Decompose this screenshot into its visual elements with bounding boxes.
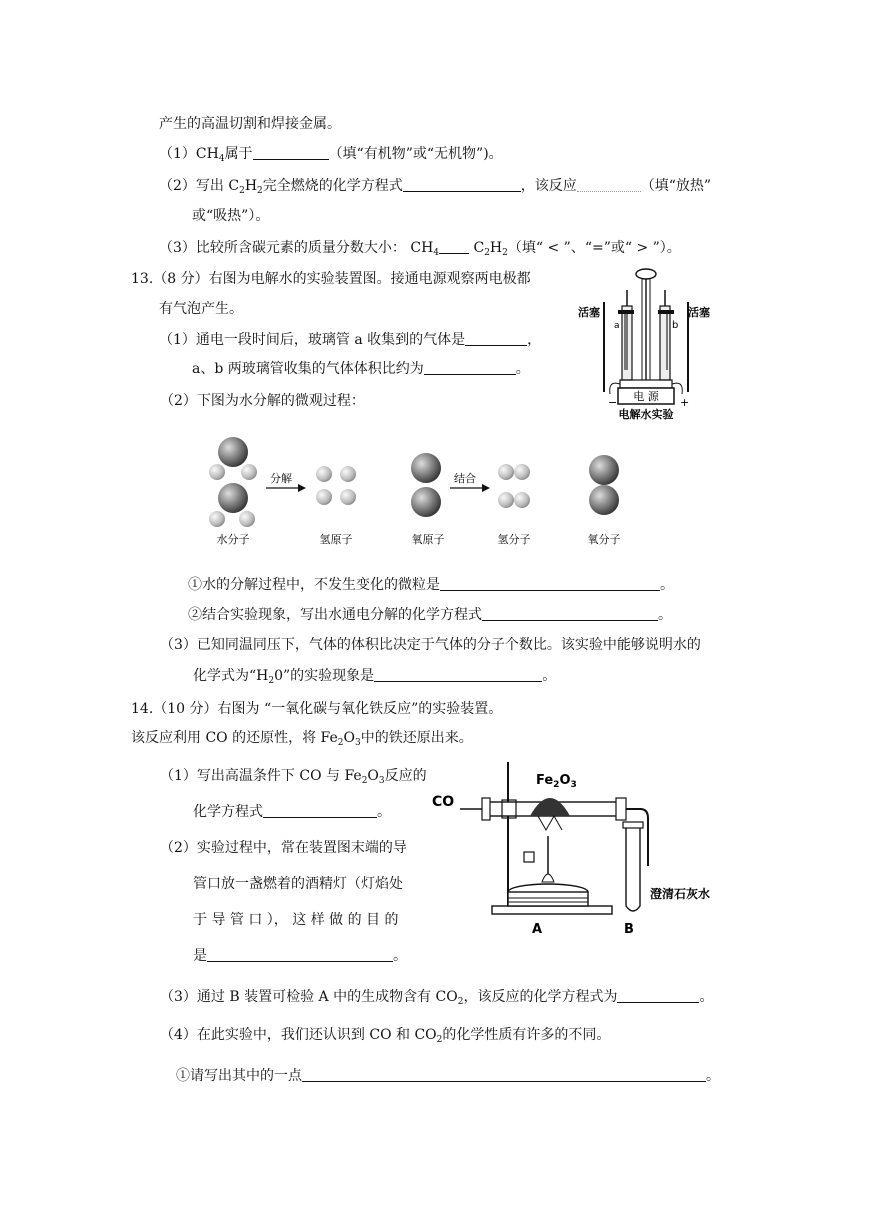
q14-stem: 14.（10 分）右图为 “一氧化碳与氧化铁反应”的实验装置。	[131, 701, 503, 717]
label-water-molecule: 水分子	[216, 533, 250, 546]
label-oxygen-atom: 氧原子	[411, 533, 445, 546]
q13-gas-blank[interactable]	[465, 331, 527, 346]
hydrogen-atom-ball	[209, 464, 225, 480]
apparatus-b-label: B	[624, 922, 634, 936]
label-hydrogen-atom: 氢原子	[319, 533, 353, 546]
oxygen-atom-ball	[218, 437, 248, 467]
q14-sub1: ①请写出其中的一点 。	[176, 1068, 720, 1084]
electrolysis-apparatus-figure	[576, 262, 716, 424]
q13-stem: 13.（8 分）右图为电解水的实验装置图。接通电源观察两电极都	[131, 271, 531, 287]
co-iron-oxide-apparatus-figure	[430, 756, 730, 936]
apparatus-a-label: A	[532, 922, 543, 936]
q14-difference-blank[interactable]	[302, 1067, 706, 1082]
combine-arrow-label: 结合	[454, 472, 476, 485]
q14-part3: （3）通过 B 装置可检验 A 中的生成物含有 $CO_2$，该反应的化学方程式为 。	[160, 989, 714, 1007]
q14-part1-cont: 化学方程式 。	[193, 804, 391, 820]
q12-compare-blank[interactable]	[439, 239, 469, 254]
hydrogen-atom-ball	[241, 464, 257, 480]
hydrogen-atom-ball	[209, 511, 225, 527]
co-inlet-label: CO	[432, 794, 455, 810]
q14-part4: （4）在此实验中，我们还认识到 CO 和 $CO_2$的化学性质有许多的不同。	[160, 1027, 611, 1045]
tube-a-label: a	[614, 321, 620, 331]
q14-stem-cont: 该反应利用 CO 的还原性，将 $Fe_2O_3$中的铁还原出来。	[131, 730, 473, 748]
q12-heat-blank[interactable]	[577, 177, 641, 192]
fe2o3-label: $Fe_2O_3$	[536, 773, 577, 790]
q14-part2: （2）实验过程中，常在装置图末端的导	[160, 840, 407, 856]
q13-ratio-blank[interactable]	[424, 360, 516, 375]
limewater-label: 澄清石灰水	[650, 887, 711, 901]
q12-part1-blank[interactable]	[253, 145, 329, 160]
q14-part2-line4: 是 。	[193, 948, 407, 964]
q14-limewater-equation-blank[interactable]	[617, 988, 699, 1003]
q12-equation-blank[interactable]	[403, 177, 521, 192]
water-decomposition-micro-figure	[200, 430, 650, 552]
q13-part1: （1）通电一段时间后，玻璃管 a 收集到的气体是 ，	[159, 332, 542, 348]
q13-sub1: ①水的分解过程中，不发生变化的微粒是 。	[188, 577, 674, 593]
oxygen-atom-ball	[218, 483, 248, 513]
q14-part2-line2: 管口放一盏燃着的酒精灯（灯焰处	[193, 876, 403, 892]
hydrogen-atom-ball	[239, 511, 255, 527]
q12-part1: $(1)CH_4$属于 （填“有机物”或“无机物”)。	[159, 146, 503, 164]
q13-part3-cont: 化学式为“$H_20$”的实验现象是 。	[193, 668, 557, 686]
q13-part2: （2）下图为水分解的微观过程：	[160, 393, 365, 409]
stopcock-right-label: 活塞	[688, 306, 710, 319]
q14-part1: （1）写出高温条件下 CO 与 $Fe_2O_3$反应的	[160, 768, 427, 786]
q13-equation-blank[interactable]	[482, 606, 658, 621]
q13-unchanged-blank[interactable]	[440, 576, 660, 591]
apparatus-caption: 电解水实验	[618, 408, 674, 421]
q14-equation-blank[interactable]	[263, 803, 377, 818]
q13-part3: （3）已知同温同压下，气体的体积比决定于气体的分子个数比。该实验中能够说明水的	[160, 637, 701, 653]
continuation-line: 产生的高温切割和焊接金属。	[159, 116, 341, 132]
q12-part3: （3）比较所含碳元素的质量分数大小： $CH_4$ $C_2H_2$（填“ < ”、“=”或“ > ”）。	[159, 240, 681, 258]
label-hydrogen-molecule: 氢分子	[497, 533, 531, 546]
q13-sub2: ②结合实验现象，写出水通电分解的化学方程式 。	[188, 607, 672, 623]
tube-b-label: b	[672, 320, 679, 331]
power-label: 电 源	[633, 390, 659, 403]
q14-purpose-blank[interactable]	[207, 947, 393, 962]
q13-part1-cont: a、b 两玻璃管收集的气体体积比约为 。	[192, 361, 530, 377]
label-oxygen-molecule: 氧分子	[587, 533, 621, 546]
q14-part2-line3: 于 导 管 口 ）， 这 样 做 的 目 的	[193, 912, 399, 928]
decompose-arrow-label: 分解	[270, 472, 292, 485]
q13-phenomenon-blank[interactable]	[374, 667, 542, 682]
minus-sign: −	[608, 396, 618, 409]
q13-stem-cont: 有气泡产生。	[159, 301, 243, 317]
stopcock-left-label: 活塞	[578, 306, 600, 319]
q12-part2-cont: 或“吸热”）。	[192, 208, 270, 224]
plus-sign: +	[680, 396, 690, 409]
q12-part2: （2）写出 $C_2H_2$完全燃烧的化学方程式 ，该反应 （填“放热”	[159, 178, 712, 196]
